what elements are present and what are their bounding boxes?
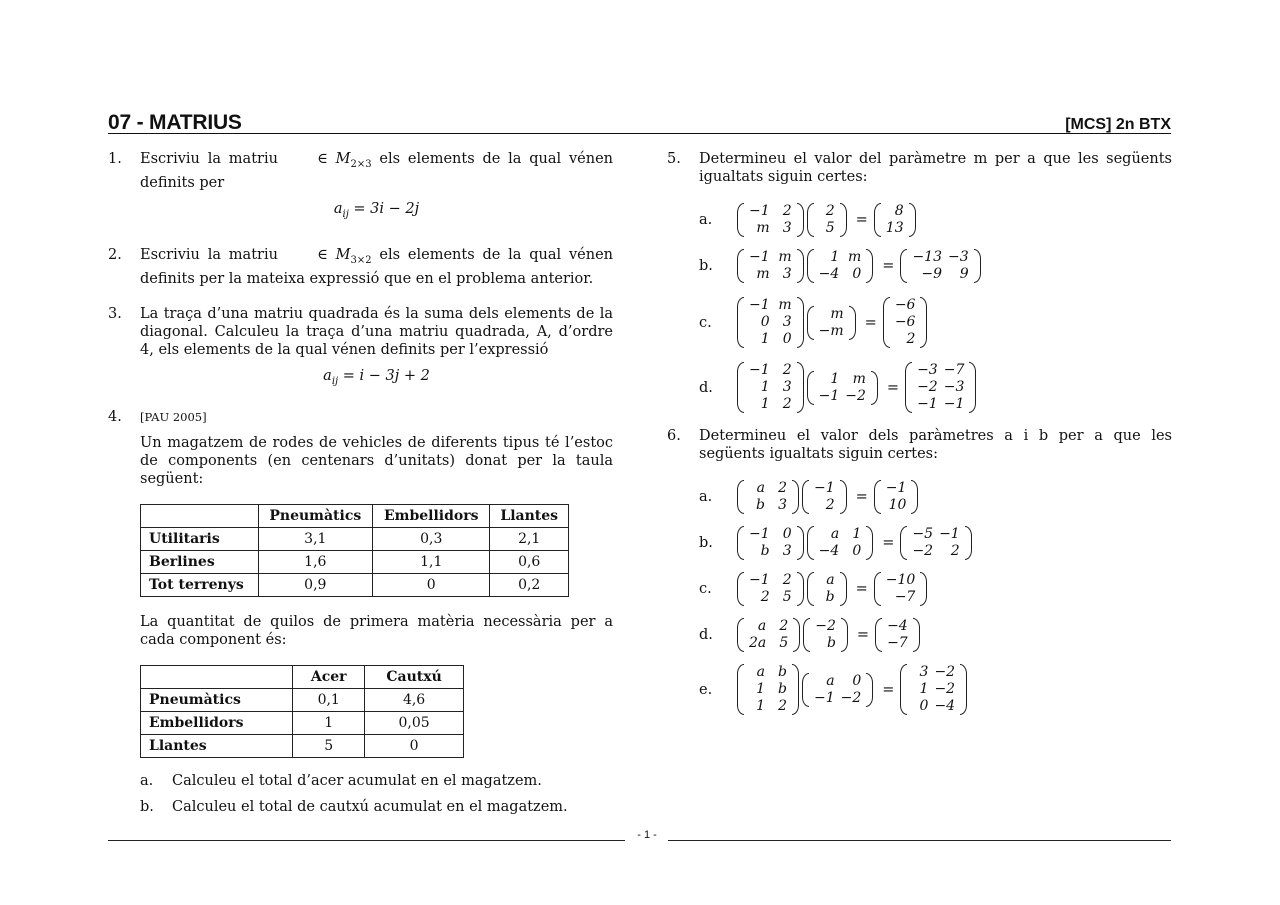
matrix-entry: −1 — [749, 203, 770, 219]
matrix-entry: 2 — [779, 618, 789, 634]
matrix-equation — [699, 480, 1172, 514]
equation-label: a. — [699, 212, 713, 228]
matrix-entry: −1 — [814, 689, 835, 706]
matrix — [737, 618, 800, 652]
left-paren — [737, 480, 744, 514]
problem-5 — [667, 150, 1172, 186]
problem-6 — [667, 427, 1172, 463]
left-paren — [737, 249, 744, 283]
right-column — [667, 150, 1172, 725]
subquestion-label: a. — [140, 772, 154, 789]
matrix-entry: a — [826, 572, 835, 588]
materials-header-cell: Acer — [293, 665, 365, 688]
header-rule — [108, 133, 1171, 134]
matrix-entry: −9 — [921, 266, 942, 282]
matrix-entry: a — [830, 526, 840, 542]
subquestion — [140, 798, 613, 816]
subquestion — [140, 772, 613, 790]
problem-number: 3. — [108, 305, 122, 322]
matrix — [737, 297, 804, 348]
math-sub: 3×2 — [350, 254, 372, 266]
matrix-entry: 3 — [782, 379, 792, 395]
matrix-entry: a — [756, 480, 765, 496]
right-paren — [974, 249, 981, 283]
matrix-entry: b — [826, 635, 836, 651]
matrix-entry: 2 — [782, 572, 792, 588]
matrix-entry: b — [756, 497, 765, 513]
matrix-entry: m — [756, 220, 770, 236]
matrix-entry: −6 — [894, 314, 916, 330]
matrix — [737, 362, 804, 413]
matrix-entry: −2 — [815, 618, 836, 634]
math-set: ∈ M — [317, 151, 351, 167]
matrix-entry: −5 — [912, 526, 934, 542]
right-paren — [909, 203, 916, 237]
table-cell: 2,1 — [490, 527, 569, 550]
matrix-entry: 0 — [919, 698, 929, 714]
problem-text: els elements de la qual vénen definits per la mateixa expressió que en el problema anterior. — [140, 246, 614, 287]
matrix-entry: 3 — [782, 220, 792, 236]
matrix-entry: 1 — [760, 331, 770, 347]
equation-label: c. — [699, 581, 712, 597]
right-paren — [920, 297, 927, 348]
left-paren — [905, 362, 912, 413]
table-cell: 0,1 — [293, 688, 365, 711]
right-paren — [849, 306, 856, 340]
matrix — [807, 572, 847, 606]
equals-sign: = — [856, 627, 870, 643]
materials-table — [140, 665, 464, 758]
problem-number: 1. — [108, 151, 122, 167]
left-paren — [737, 362, 744, 413]
equals-sign: = — [882, 681, 895, 698]
matrix — [875, 618, 920, 652]
matrix-entry: 1 — [756, 681, 765, 697]
stock-header-cell: Embellidors — [373, 504, 490, 527]
matrix — [900, 249, 980, 283]
matrix-entry: 2 — [825, 497, 835, 513]
matrix-entry: −7 — [887, 635, 908, 651]
equals-sign: = — [882, 258, 895, 274]
row-label: Pneumàtics — [141, 688, 293, 711]
footer-rule-right — [668, 840, 1171, 841]
left-paren — [875, 618, 882, 652]
subquestion-text: Calculeu el total de cautxú acumulat en el magatzem. — [172, 798, 568, 815]
table-cell: 1 — [293, 711, 365, 734]
problem-text: La quantitat de quilos de primera matèria necessària per a cada component és: — [140, 613, 613, 648]
table-cell: 0,05 — [365, 711, 464, 734]
problem-1 — [108, 150, 613, 224]
matrix — [900, 664, 967, 715]
matrix — [737, 526, 804, 560]
matrix — [874, 203, 916, 237]
matrix-entry: −1 — [917, 396, 938, 412]
problem-text: Escriviu la matriu — [140, 246, 278, 263]
matrix — [737, 249, 804, 283]
problem-2 — [108, 246, 613, 288]
left-paren — [807, 572, 814, 606]
matrix — [807, 249, 874, 283]
table-row — [141, 550, 569, 573]
matrix-entry: −4 — [934, 698, 956, 714]
matrix-entry: 0 — [852, 672, 862, 689]
matrix-entry: −1 — [749, 526, 770, 542]
matrix-equation — [699, 249, 1172, 283]
right-paren — [911, 480, 918, 514]
problem-6-equations — [667, 480, 1172, 715]
matrix — [737, 480, 799, 514]
matrix-entry: −1 — [939, 526, 960, 542]
left-paren — [737, 297, 744, 348]
right-paren — [797, 203, 804, 237]
equals-sign: = — [886, 379, 900, 396]
math-set: ∈ M — [317, 246, 351, 263]
left-paren — [802, 480, 809, 514]
source-tag: [PAU 2005] — [140, 409, 207, 424]
equals-sign: = — [855, 489, 868, 505]
course-label: [MCS] 2n BTX — [1065, 116, 1171, 133]
matrix-entry: −13 — [912, 249, 942, 265]
table-cell: 0,3 — [373, 527, 490, 550]
right-paren — [866, 249, 873, 283]
matrix-entry: 0 — [852, 266, 862, 282]
matrix — [802, 480, 847, 514]
matrix-entry: 2 — [778, 698, 787, 714]
left-paren — [802, 673, 809, 707]
equals-sign: = — [855, 581, 868, 597]
matrix — [874, 480, 919, 514]
left-paren — [737, 203, 744, 237]
right-paren — [840, 572, 847, 606]
matrix-entry: 5 — [782, 589, 792, 605]
equation-label: c. — [699, 314, 712, 331]
matrix-entry: −1 — [749, 297, 770, 313]
stock-header-cell: Pneumàtics — [258, 504, 373, 527]
matrix-entry: −3 — [943, 379, 965, 395]
matrix-entry: 1 — [919, 681, 929, 697]
equals-sign: = — [855, 212, 868, 228]
matrix-entry: −1 — [943, 396, 965, 412]
matrix-entry: 0 — [852, 543, 862, 559]
matrix-entry: −2 — [934, 681, 956, 697]
matrix-entry: 2 — [782, 396, 792, 412]
left-paren — [737, 572, 744, 606]
matrix-entry: 2a — [749, 635, 767, 651]
matrix-equation — [699, 203, 1172, 237]
matrix-entry: 10 — [888, 497, 907, 513]
stock-header-cell — [141, 504, 259, 527]
equation-label: a. — [699, 489, 713, 505]
left-paren — [807, 526, 814, 560]
equation-label: b. — [699, 535, 713, 551]
table-cell: 1,1 — [373, 550, 490, 573]
table-row — [141, 734, 464, 757]
matrix-entry: −7 — [894, 589, 916, 605]
problem-text: Escriviu la matriu — [140, 151, 278, 167]
table-cell: 1,6 — [258, 550, 373, 573]
right-paren — [913, 618, 920, 652]
matrix — [883, 297, 928, 348]
right-paren — [797, 249, 804, 283]
matrix-entry: 3 — [782, 543, 792, 559]
left-paren — [737, 664, 744, 715]
matrix-entry: 3 — [919, 664, 929, 680]
matrix-entry: −4 — [818, 543, 840, 559]
row-label: Llantes — [141, 734, 293, 757]
problem-number: 5. — [667, 151, 681, 167]
matrix-entry: 2 — [778, 480, 787, 496]
right-paren — [866, 673, 873, 707]
left-column — [108, 150, 613, 833]
left-paren — [807, 306, 814, 340]
matrix-entry: 1 — [760, 396, 770, 412]
right-paren — [792, 664, 799, 715]
table-header-row — [141, 665, 464, 688]
table-cell: 0,9 — [258, 573, 373, 596]
matrix-entry: a — [757, 618, 767, 634]
matrix — [802, 673, 873, 707]
right-paren — [792, 480, 799, 514]
equation-label: d. — [699, 627, 713, 643]
subquestion-label: b. — [140, 798, 154, 815]
matrix-entry: 9 — [959, 266, 969, 282]
matrix-entry: 1 — [760, 379, 770, 395]
right-paren — [960, 664, 967, 715]
matrix-entry: −1 — [749, 249, 770, 265]
left-paren — [900, 664, 907, 715]
problem-number: 2. — [108, 246, 122, 263]
document-title: 07 - MATRIUS — [108, 111, 242, 134]
matrix-entry: 2 — [906, 331, 916, 347]
matrix-entry: 1 — [852, 526, 862, 542]
matrix — [874, 572, 928, 606]
table-row — [141, 573, 569, 596]
matrix — [737, 572, 804, 606]
matrix-entry: −1 — [885, 480, 907, 496]
table-row — [141, 711, 464, 734]
matrix — [807, 203, 847, 237]
matrix-entry: −4 — [818, 266, 840, 282]
equals-sign: = — [882, 535, 895, 551]
table-cell: 4,6 — [365, 688, 464, 711]
matrix-entry: a — [826, 672, 835, 689]
matrix — [803, 618, 848, 652]
right-paren — [797, 572, 804, 606]
table-cell: 0,6 — [490, 550, 569, 573]
matrix-entry: m — [848, 249, 862, 265]
equation: $a_{ij} = i - 3j + 2$ — [323, 367, 430, 387]
table-cell: 0,2 — [490, 573, 569, 596]
right-paren — [840, 480, 847, 514]
table-header-row — [141, 504, 569, 527]
matrix-entry: 8 — [894, 203, 904, 219]
right-paren — [841, 618, 848, 652]
problem-5-equations — [667, 203, 1172, 413]
matrix-entry: −1 — [749, 362, 770, 378]
right-paren — [797, 297, 804, 348]
matrix — [900, 526, 971, 560]
right-paren — [965, 526, 972, 560]
matrix-equation — [699, 297, 1172, 348]
equation-label: e. — [699, 681, 713, 698]
matrix-entry: 2 — [782, 362, 792, 378]
left-paren — [807, 371, 814, 405]
problem-text: els elements de la qual vénen definits per — [140, 151, 614, 191]
matrix-entry: −6 — [894, 297, 916, 313]
matrix-entry: −10 — [885, 572, 916, 588]
matrix-entry: −4 — [887, 618, 908, 634]
matrix-entry: −3 — [917, 362, 938, 378]
matrix-entry: −2 — [840, 689, 862, 706]
right-paren — [797, 526, 804, 560]
matrix-entry: −7 — [943, 362, 965, 378]
problem-text: La traça d’una matriu quadrada és la suma dels elements de la diagonal. Calculeu la traça d’una matriu quadrada, A, d’ordre 4, els elements de la qual vénen definits per l’expressió — [140, 305, 613, 358]
equation-label: d. — [699, 379, 713, 396]
right-paren — [969, 362, 976, 413]
matrix-entry: −2 — [912, 543, 934, 559]
stock-header-cell: Llantes — [490, 504, 569, 527]
matrix — [737, 664, 799, 715]
matrix-entry: −1 — [818, 387, 840, 404]
matrix-entry: −3 — [947, 249, 969, 265]
matrix-entry: −2 — [917, 379, 938, 395]
right-paren — [871, 371, 878, 405]
matrix-entry: −m — [818, 322, 844, 339]
footer-rule-left — [108, 840, 625, 841]
matrix-entry: b — [778, 664, 787, 680]
matrix-entry: 1 — [830, 370, 840, 387]
right-paren — [840, 203, 847, 237]
equation: $a_{ij} = 3i - 2j$ — [333, 200, 420, 220]
matrix-entry: 3 — [782, 266, 792, 282]
matrix-entry: −2 — [845, 387, 866, 404]
problem-text: Determineu el valor dels paràmetres a i b per a que les següents igualtats siguin certes: — [699, 428, 1172, 462]
matrix-entry: m — [852, 370, 866, 387]
right-paren — [797, 362, 804, 413]
table-row — [141, 527, 569, 550]
left-paren — [874, 203, 881, 237]
matrix-entry: 13 — [885, 220, 904, 236]
left-paren — [900, 526, 907, 560]
row-label: Tot terrenys — [141, 573, 259, 596]
matrix-entry: 0 — [760, 314, 770, 330]
table-cell: 0 — [365, 734, 464, 757]
left-paren — [874, 572, 881, 606]
right-paren — [793, 618, 800, 652]
row-label: Berlines — [141, 550, 259, 573]
matrix-entry: b — [825, 589, 835, 605]
left-paren — [874, 480, 881, 514]
problem-text: Un magatzem de rodes de vehicles de diferents tipus té l’estoc de components (en centenars d’unitats) donat per la taula següent: — [140, 434, 613, 487]
matrix-equation — [699, 362, 1172, 413]
matrix — [807, 371, 878, 405]
matrix-entry: b — [760, 543, 770, 559]
matrix-entry: 5 — [779, 635, 789, 651]
matrix-entry: 0 — [782, 331, 792, 347]
subquestions — [108, 772, 613, 816]
matrix-entry: 3 — [778, 497, 787, 513]
equation-label: b. — [699, 258, 713, 274]
matrix-entry: −1 — [749, 572, 770, 588]
left-paren — [737, 618, 744, 652]
materials-header-cell: Cautxú — [365, 665, 464, 688]
matrix-entry: 0 — [782, 526, 792, 542]
matrix — [905, 362, 976, 413]
matrix-entry: 2 — [950, 543, 960, 559]
matrix-equation — [699, 618, 1172, 652]
table-cell: 5 — [293, 734, 365, 757]
right-paren — [866, 526, 873, 560]
matrix-entry: −1 — [814, 480, 835, 496]
matrix-entry: 1 — [830, 249, 840, 265]
matrix — [807, 526, 874, 560]
table-row — [141, 688, 464, 711]
matrix-entry: m — [756, 266, 770, 282]
left-paren — [803, 618, 810, 652]
matrix-entry: m — [830, 305, 844, 322]
table-cell: 0 — [373, 573, 490, 596]
matrix-entry: 2 — [782, 203, 792, 219]
row-label: Utilitaris — [141, 527, 259, 550]
matrix-entry: 1 — [756, 698, 765, 714]
matrix-entry: 5 — [825, 220, 835, 236]
math-sub: 2×3 — [350, 158, 372, 170]
problem-4 — [108, 408, 613, 816]
right-paren — [920, 572, 927, 606]
problem-text: Determineu el valor del paràmetre m per a que les següents igualtats siguin certes: — [699, 151, 1172, 185]
subquestion-text: Calculeu el total d’acer acumulat en el magatzem. — [172, 772, 542, 789]
left-paren — [807, 203, 814, 237]
matrix-entry: 2 — [760, 589, 770, 605]
matrix-entry: a — [756, 664, 765, 680]
matrix-entry: m — [778, 249, 792, 265]
table-cell: 3,1 — [258, 527, 373, 550]
matrix-equation — [699, 572, 1172, 606]
matrix-equation — [699, 526, 1172, 560]
matrix-entry: 3 — [782, 314, 792, 330]
page-number: - 1 - — [637, 829, 657, 841]
matrix-equation — [699, 664, 1172, 715]
row-label: Embellidors — [141, 711, 293, 734]
equals-sign: = — [864, 314, 877, 331]
problem-number: 6. — [667, 428, 681, 444]
left-paren — [883, 297, 890, 348]
stock-table — [140, 504, 569, 597]
matrix-entry: m — [778, 297, 792, 313]
matrix — [737, 203, 804, 237]
matrix-entry: 2 — [825, 203, 835, 219]
problem-3 — [108, 305, 613, 391]
left-paren — [900, 249, 907, 283]
matrix — [807, 306, 856, 340]
left-paren — [807, 249, 814, 283]
problem-number: 4. — [108, 408, 122, 425]
matrix-entry: −2 — [934, 664, 956, 680]
matrix-entry: b — [778, 681, 787, 697]
materials-header-cell — [141, 665, 293, 688]
left-paren — [737, 526, 744, 560]
